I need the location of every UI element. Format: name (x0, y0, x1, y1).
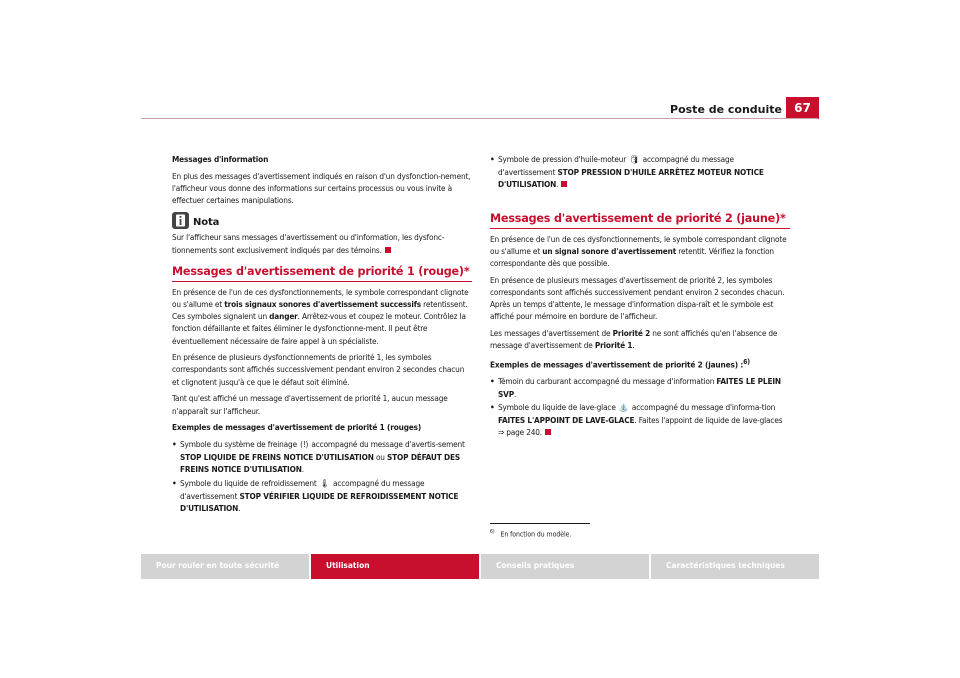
right-column (490, 153, 790, 439)
left-column (172, 153, 472, 515)
footnote-rule (490, 523, 590, 524)
note-header (172, 212, 472, 229)
priority1-paragraph-1: En présence de l'un de ces dysfonctionnements, le symbole correspondant clignote ou s'allume et trois signaux sonores d'avertissement successifs retentissent. Ces symboles signalent un danger. Arrêtez-vous et coupez le moteur. Contrôlez la fonction défaillante et faites éliminer le dysfonctionne-ment. Il peut être éventuellement nécessaire de faire appel à un spécialiste. (172, 286, 469, 346)
footnote: $^{6)}$ En fonction du modèle. (490, 529, 572, 539)
note-title: Nota (193, 217, 220, 229)
running-header-title: Poste de conduite (670, 103, 782, 116)
bullet-icon: • (172, 438, 177, 449)
footnote-reference: 6) (743, 357, 750, 366)
list-item-fuel: • Témoin du carburant accompagné du message d'information FAITES LE PLEIN SVP. (490, 376, 781, 399)
tab-technical-data[interactable]: Caractéristiques techniques (651, 554, 819, 579)
priority1-paragraph-3: Tant qu'est affiché un message d'avertissement de priorité 1, aucun message n'apparaît sur l'afficheur. (172, 393, 448, 416)
priority2-paragraph-3: Les messages d'avertissement de Priorité 2 ne sont affichés qu'en l'absence de message d'avertissement de Priorité 1. (490, 328, 778, 351)
page-number-badge: 67 (786, 97, 819, 119)
section-end-mark (385, 247, 391, 253)
list-item-coolant: • Symbole du liquide de refroidissement 🌡 accompagné du message d'avertissement STOP VÉRIFIER LIQUIDE DE REFROIDISSEMENT NOTICE D'UTILISATION. (172, 477, 459, 513)
list-item-brake: • Symbole du système de freinage (!) accompagné du message d'avertis-sement STOP LIQUIDE DE FREINS NOTICE D'UTILISATION ou STOP DÉFAUT DES FREINS NOTICE D'UTILISATION. (172, 438, 465, 475)
section-end-mark (545, 429, 551, 435)
info-paragraph: En plus des messages d'avertissement indiqués en raison d'un dysfonction-nement, l'afficheur vous donne des informations sur certains processus ou vous invite à effectuer certaines manipulations. (172, 170, 471, 206)
note-paragraph: Sur l'afficheur sans messages d'avertissement ou d'information, les dysfonc-tionnements sont exclusivement indiqués par des témoins. (172, 232, 445, 255)
tab-safety[interactable]: Pour rouler en toute sécurité (141, 554, 309, 579)
coolant-temperature-icon: 🌡 (319, 478, 330, 488)
tab-practical-tips[interactable]: Conseils pratiques (481, 554, 649, 579)
tab-operation[interactable]: Utilisation (311, 554, 479, 579)
priority1-section-title: Messages d'avertissement de priorité 1 (rouge)* (172, 264, 472, 282)
priority2-examples-heading: Exemples de messages d'avertissement de priorité 2 (jaunes) :$^{6)}$ (490, 357, 750, 370)
priority2-paragraph-2: En présence de plusieurs messages d'avertissement de priorité 2, les symboles correspondants sont affichés successivement pendant environ 2 secondes chacun. Après un temps d'attente, le message d'information dispa-raît et le symbole est affiché pour mémoire en bordure de l'afficheur. (490, 274, 785, 322)
list-item-washer-fluid: • Symbole du liquide de lave-glace ⛲ accompagné du message d'informa-tion FAITES L'APPOINT DE LAVE-GLACE. Faites l'appoint de liquide de lave-glaces ⇒ page 240. (490, 401, 783, 438)
section-tab-bar (141, 554, 819, 579)
list-item-oil-pressure: • Symbole de pression d'huile-moteur 🛢 accompagné du message d'avertissement STOP PRESSION D'HUILE ARRÊTEZ MOTEUR NOTICE D'UTILISATION. (490, 154, 764, 190)
bullet-icon: • (490, 401, 495, 412)
bullet-icon: • (490, 154, 495, 164)
priority2-section-title: Messages d'avertissement de priorité 2 (jaune)* (490, 211, 790, 229)
header-rule (141, 118, 818, 119)
section-end-mark (561, 181, 567, 187)
oil-can-icon: 🛢 (629, 155, 640, 164)
priority2-paragraph-1: En présence de l'un de ces dysfonctionnements, le symbole correspondant clignote ou s'allume et un signal sonore d'avertissement retentit. Vérifiez la fonction correspondante dès que possible. (490, 233, 787, 269)
washer-fluid-icon: ⛲ (618, 402, 629, 412)
note-icon (172, 212, 189, 229)
brake-warning-icon: (!) (300, 439, 309, 449)
bullet-icon: • (490, 376, 495, 387)
priority1-paragraph-2: En présence de plusieurs dysfonctionnements de priorité 1, les symboles correspondants sont affichés successivement pendant environ 2 secondes chacun et clignotent jusqu'à ce que le défaut soit éliminé. (172, 352, 465, 387)
bullet-icon: • (172, 477, 177, 488)
priority1-examples-heading: Exemples de messages d'avertissement de priorité 1 (rouges) (172, 422, 422, 433)
info-heading: Messages d'information (172, 154, 269, 164)
